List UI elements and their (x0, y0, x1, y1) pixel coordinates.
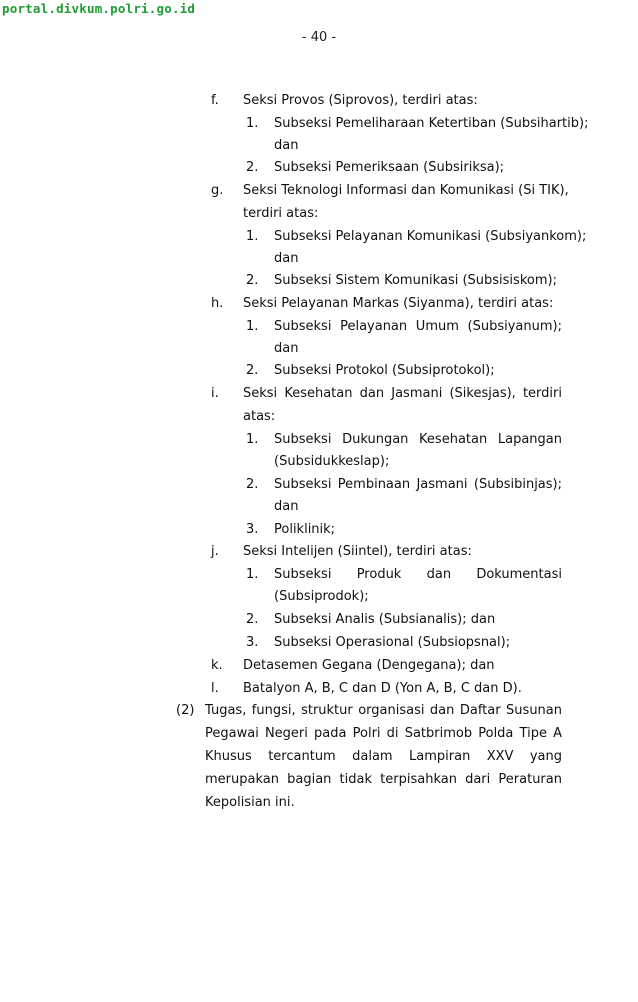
list-item-continuation: dan (274, 341, 299, 356)
list-marker: 3. (246, 522, 259, 537)
list-item-text: Seksi Kesehatan dan Jasmani (Sikesjas), terdiri (243, 386, 562, 401)
list-marker: l. (211, 681, 219, 696)
list-item-text: Subseksi Dukungan Kesehatan Lapangan (274, 432, 562, 447)
paragraph-line: Tugas, fungsi, struktur organisasi dan Daftar Susunan (205, 703, 562, 718)
list-item-continuation: (Subsidukkeslap); (274, 454, 390, 469)
list-item-continuation: (Subsiprodok); (274, 589, 369, 604)
list-marker: 2. (246, 477, 259, 492)
list-marker: h. (211, 296, 224, 311)
list-item-text: Subseksi Pemeliharaan Ketertiban (Subsihartib); (274, 116, 589, 131)
list-item-text: Subseksi Pelayanan Umum (Subsiyanum); (274, 319, 562, 334)
list-item-continuation: terdiri atas: (243, 206, 319, 221)
list-item-text: Detasemen Gegana (Dengegana); dan (243, 658, 495, 673)
list-item-text: Poliklinik; (274, 522, 336, 537)
list-item-text: Subseksi Pelayanan Komunikasi (Subsiyankom); (274, 229, 587, 244)
list-marker: g. (211, 183, 224, 198)
list-marker: 2. (246, 160, 259, 175)
list-item-text: Subseksi Produk dan Dokumentasi (274, 567, 562, 582)
list-item-text: Batalyon A, B, C dan D (Yon A, B, C dan D). (243, 681, 522, 696)
list-item-text: Subseksi Operasional (Subsiopsnal); (274, 635, 511, 650)
list-marker: 2. (246, 363, 259, 378)
list-item-text: Seksi Teknologi Informasi dan Komunikasi (Si TIK), (243, 183, 569, 198)
list-marker: 3. (246, 635, 259, 650)
list-item-continuation: dan (274, 138, 299, 153)
paragraph-marker: (2) (176, 703, 195, 718)
list-marker: i. (211, 386, 219, 401)
list-marker: 2. (246, 612, 259, 627)
list-item-text: Seksi Provos (Siprovos), terdiri atas: (243, 93, 478, 108)
list-marker: k. (211, 658, 223, 673)
paragraph-line: Pegawai Negeri pada Polri di Satbrimob Polda Tipe A (205, 726, 562, 741)
list-item-text: Subseksi Pemeriksaan (Subsiriksa); (274, 160, 505, 175)
list-marker: 1. (246, 567, 259, 582)
list-marker: f. (211, 93, 219, 108)
list-item-text: Subseksi Pembinaan Jasmani (Subsibinjas); (274, 477, 562, 492)
list-item-text: Seksi Intelijen (Siintel), terdiri atas: (243, 544, 472, 559)
list-marker: 1. (246, 319, 259, 334)
page-number: - 40 - (301, 30, 337, 45)
paragraph-line: Kepolisian ini. (205, 795, 295, 810)
list-marker: 1. (246, 229, 259, 244)
list-item-text: Subseksi Sistem Komunikasi (Subsisiskom); (274, 273, 557, 288)
list-marker: j. (211, 544, 219, 559)
list-marker: 1. (246, 432, 259, 447)
list-item-continuation: dan (274, 499, 299, 514)
list-item-text: Subseksi Analis (Subsianalis); dan (274, 612, 496, 627)
paragraph-line: merupakan bagian tidak terpisahkan dari Peraturan (205, 772, 562, 787)
list-item-continuation: atas: (243, 409, 276, 424)
paragraph-line: Khusus tercantum dalam Lampiran XXV yang (205, 749, 562, 764)
watermark-url: portal.divkum.polri.go.id (2, 1, 196, 16)
list-item-text: Subseksi Protokol (Subsiprotokol); (274, 363, 495, 378)
list-item-continuation: dan (274, 251, 299, 266)
list-marker: 2. (246, 273, 259, 288)
list-marker: 1. (246, 116, 259, 131)
list-item-text: Seksi Pelayanan Markas (Siyanma), terdiri atas: (243, 296, 554, 311)
